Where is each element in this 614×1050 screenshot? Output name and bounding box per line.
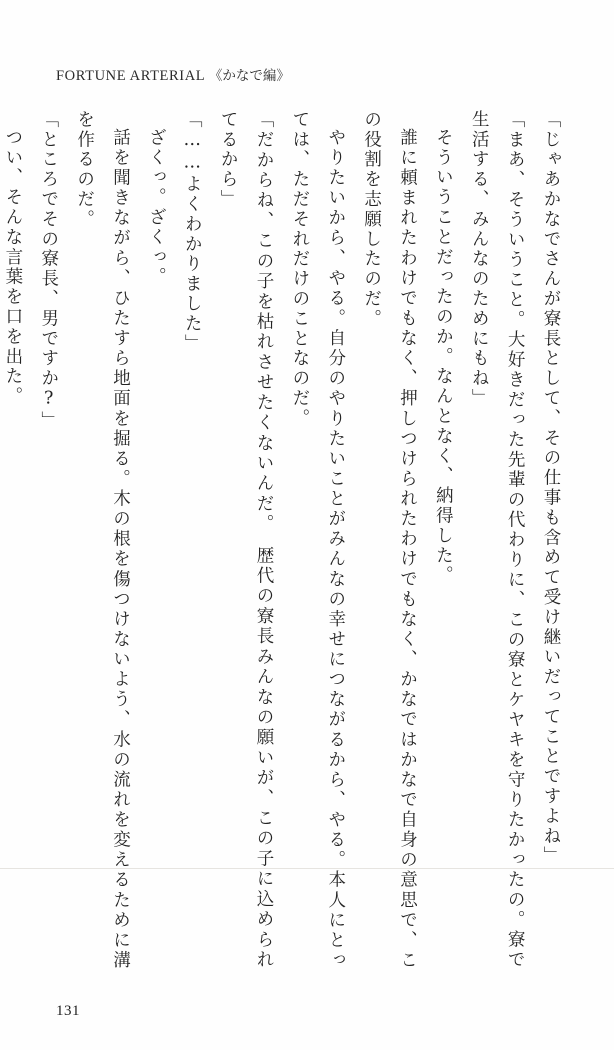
running-header <box>56 64 290 85</box>
paragraph: やりたいから、やる。自分のやりたいことがみんなの幸せにつながるから、やる。本人にとっては、ただそれだけのことなのだ。 <box>289 110 346 970</box>
body-text-block <box>0 110 568 970</box>
paragraph: 「……よくわかりました」 <box>182 110 203 354</box>
paragraph: 「まあ、そういうこと。大好きだった先輩の代わりに、この寮とケヤキを守りたかったの。寮で生活する、みんなのためにもね」 <box>469 110 526 970</box>
header-volume-title: 《かなで編》 <box>208 68 290 83</box>
page-number: 131 <box>56 1003 80 1019</box>
paragraph: 「だからね、この子を枯れさせたくないんだ。 歴代の寮長みんなの願いが、この子に込められてるから」 <box>218 110 274 970</box>
paragraph: ざくっ。ざくっ。 <box>146 127 167 287</box>
paragraph: 「じゃあかなでさんが寮長として、その仕事も含めて受け継いだってことですよね」 <box>541 110 561 867</box>
paragraph: つい、そんな言葉を口を出た。 <box>2 127 23 407</box>
paragraph: 誰に頼まれたわけでもなく、押しつけられたわけでもなく、かなではかなで自身の意思で、この役割を志願したのだ。 <box>361 110 418 970</box>
header-series-title: FORTUNE ARTERIAL <box>56 68 205 84</box>
paragraph: 話を聞きながら、ひたすら地面を掘る。木の根を傷つけないよう、水の流れを変えるために溝を作るのだ。 <box>74 110 131 970</box>
paragraph: 「ところでその寮長、男ですか?」 <box>38 110 59 431</box>
paragraph: そういうことだったのか。なんとなく、納得した。 <box>433 127 454 586</box>
